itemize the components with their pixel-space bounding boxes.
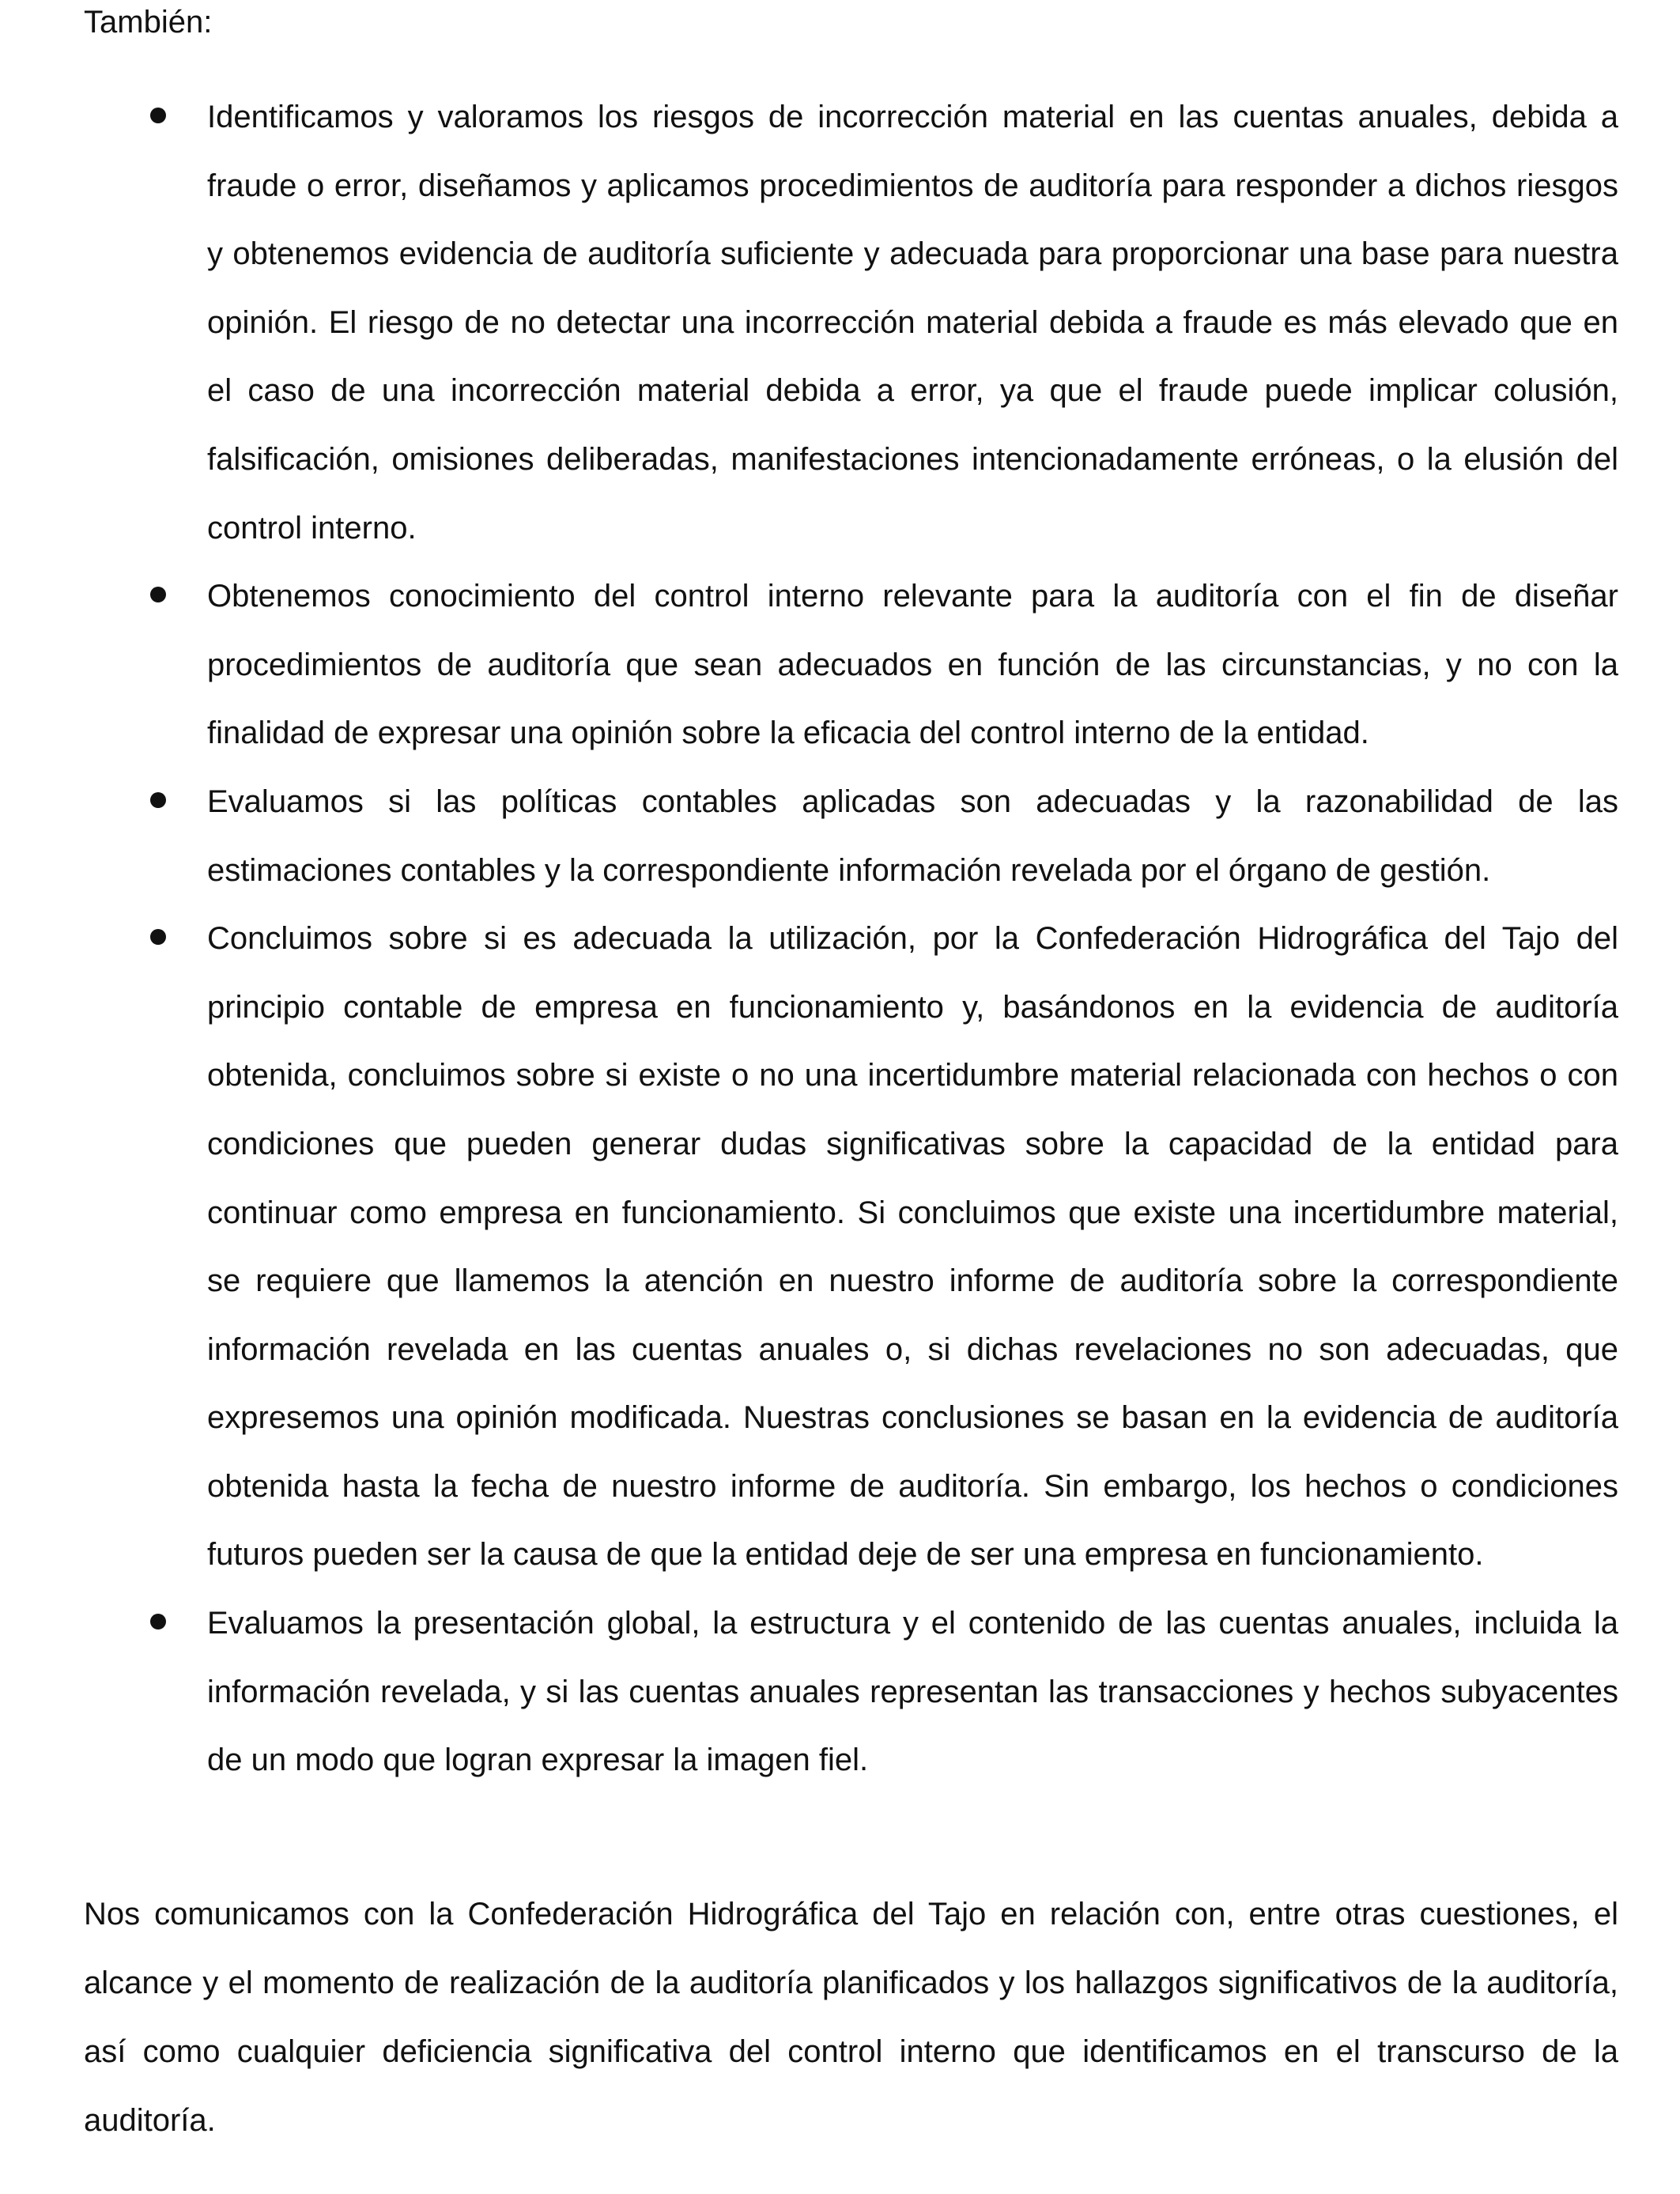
- bullet-icon: [150, 929, 166, 945]
- bullet-icon: [150, 792, 166, 808]
- bullet-icon: [150, 108, 166, 123]
- list-item: [0, 904, 1680, 1589]
- bullet-text: Obtenemos conocimiento del control interno relevante para la auditoría con el fin de diseñar procedimientos de auditoría que sean adecuados en función de las circunstancias, y no con la finalidad de expresar una opinión sobre la eficacia del control interno de la entidad.: [207, 579, 1618, 751]
- bullet-text: Evaluamos la presentación global, la estructura y el contenido de las cuentas anuales, incluida la información revelada, y si las cuentas anuales representan las transacciones y hechos subyacentes de un modo que logran expresar la imagen fiel.: [207, 1606, 1618, 1778]
- closing-paragraph: Nos comunicamos con la Confederación Hidrográfica del Tajo en relación con, entre otras cuestiones, el alcance y el momento de realización de la auditoría planificados y los hallazgos significativos de la auditoría, así como cualquier deficiencia significativa del control interno que identificamos en el transcurso de la auditoría.: [84, 1897, 1618, 2138]
- bullet-icon: [150, 587, 166, 602]
- list-item: [0, 562, 1680, 768]
- bullet-text: Concluimos sobre si es adecuada la utilización, por la Confederación Hidrográfica del Tajo del principio contable de empresa en funcionamiento y, basándonos en la evidencia de auditoría obtenida, concluimos sobre si existe o no una incertidumbre material relacionada con hechos o con condiciones que pueden generar dudas significativas sobre la capacidad de la entidad para continuar como empresa en funcionamiento. Si concluimos que existe una incertidumbre material, se requiere que llamemos la atención en nuestro informe de auditoría sobre la correspondiente información revelada en las cuentas anuales o, si dichas revelaciones no son adecuadas, que expresemos una opinión modificada. Nuestras conclusiones se basan en la evidencia de auditoría obtenida hasta la fecha de nuestro informe de auditoría. Sin embargo, los hechos o condiciones futuros pueden ser la causa de que la entidad deje de ser una empresa en funcionamiento.: [207, 921, 1618, 1573]
- bullet-text: Evaluamos si las políticas contables aplicadas son adecuadas y la razonabilidad de las estimaciones contables y la correspondiente información revelada por el órgano de gestión.: [207, 784, 1618, 888]
- intro-text: También:: [84, 5, 213, 40]
- list-item: [0, 768, 1680, 904]
- list-item: [0, 83, 1680, 562]
- bullet-text: Identificamos y valoramos los riesgos de incorrección material en las cuentas anuales, debida a fraude o error, diseñamos y aplicamos procedimientos de auditoría para responder a dichos riesgos y obtenemos evidencia de auditoría suficiente y adecuada para proporcionar una base para nuestra opinión. El riesgo de no detectar una incorrección material debida a fraude es más elevado que en el caso de una incorrección material debida a error, ya que el fraude puede implicar colusión, falsificación, omisiones deliberadas, manifestaciones intencionadamente erróneas, o la elusión del control interno.: [207, 100, 1618, 546]
- bullet-list: [0, 83, 1680, 1795]
- bullet-icon: [150, 1614, 166, 1629]
- list-item: [0, 1589, 1680, 1795]
